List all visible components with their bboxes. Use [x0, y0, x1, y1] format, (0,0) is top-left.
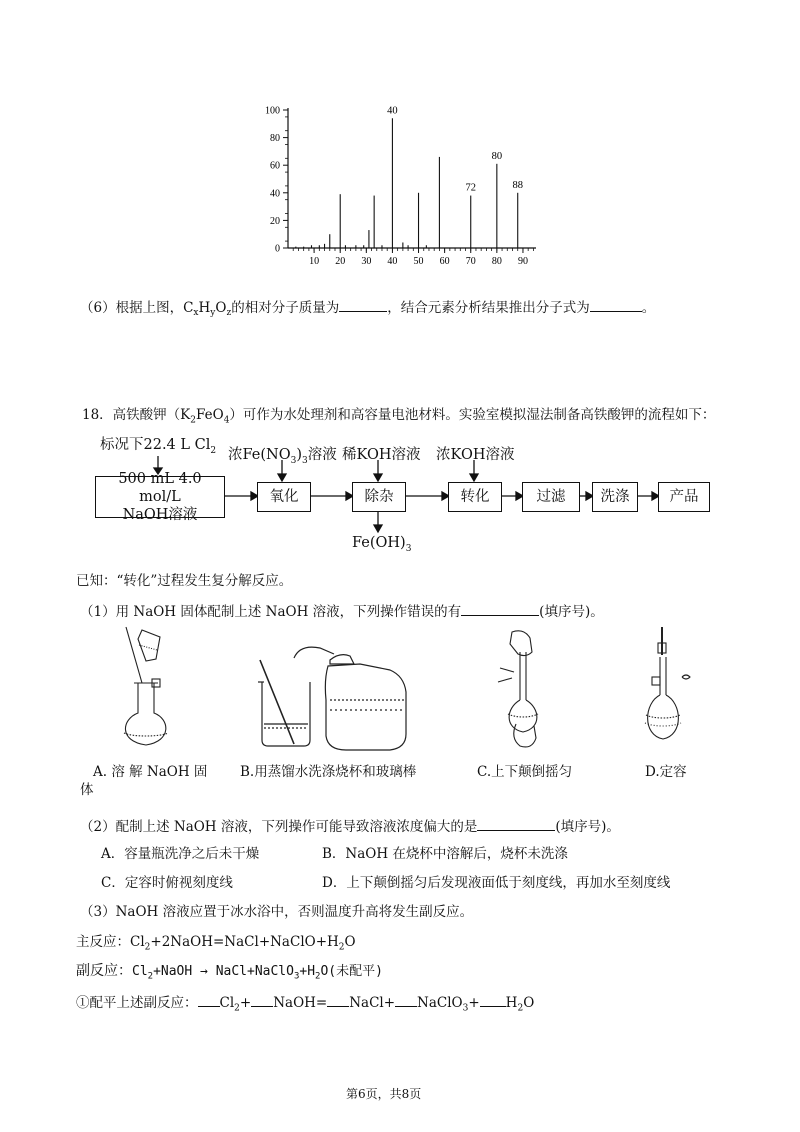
- x-tick-label: 20: [335, 256, 346, 267]
- flow-start-box: [95, 471, 225, 523]
- peak-label: 72: [465, 182, 476, 194]
- y-tick-label: 80: [270, 133, 280, 145]
- caption-b: B.用蒸馏水洗涤烧杯和玻璃棒: [240, 764, 417, 780]
- flow-byproduct-feoh3: $Fe(OH)_3$: [352, 535, 412, 554]
- y-tick-label: 0: [275, 243, 280, 255]
- flow-step-product: 产品: [658, 482, 710, 512]
- x-tick-label: 10: [309, 256, 320, 267]
- illustration-c-invert-shake: [490, 628, 555, 753]
- flow-step-conversion: 转化: [448, 482, 502, 512]
- coefficient-blank[interactable]: [395, 992, 417, 1007]
- main-reaction: 主反应：$Cl_2+2NaOH=NaCl+NaClO+H_2O$: [76, 934, 356, 953]
- coefficient-blank[interactable]: [198, 992, 220, 1007]
- x-tick-label: 50: [413, 256, 424, 267]
- caption-a-cont: 体: [80, 782, 94, 798]
- flow-reagent-conc-koh: 浓KOH溶液: [436, 447, 515, 463]
- question-1: （1）用 NaOH 固体配制上述 NaOH 溶液，下列操作错误的有 (填序号)。: [80, 601, 604, 621]
- x-tick-label: 80: [491, 256, 502, 267]
- question-2: （2）配制上述 NaOH 溶液，下列操作可能导致溶液浓度偏大的是 (填序号)。: [80, 816, 620, 836]
- illustration-d-make-up-volume: [636, 625, 696, 753]
- illustration-a-dissolve: [112, 625, 182, 750]
- balance-prompt: ①配平上述副反应： $Cl_2+$ NaOH= NaCl+ NaClO$_3$+ $H_2O$: [76, 992, 534, 1018]
- flow-step-purification: 除杂: [352, 482, 406, 512]
- question-18-intro: 18．高铁酸钾$(K_2FeO_4)$可作为水处理剂和高容量电池材料。实验室模拟湿法制备高铁酸钾的流程如下：: [82, 407, 716, 426]
- question-3: （3）NaOH 溶液应置于冰水浴中，否则温度升高将发生副反应。: [80, 904, 474, 920]
- illustration-b-wash-beaker: [250, 640, 420, 755]
- option-2d: D．上下颠倒摇匀后发现液面低于刻度线，再加水至刻度线: [322, 875, 671, 891]
- coefficient-blank[interactable]: [480, 992, 506, 1007]
- peak-label: 40: [387, 105, 398, 117]
- known-note: 已知：“转化”过程发生复分解反应。: [76, 573, 293, 589]
- y-tick-label: 60: [270, 160, 280, 172]
- x-tick-label: 70: [465, 256, 476, 267]
- x-tick-label: 30: [361, 256, 372, 267]
- page-footer: 第6页，共8页: [346, 1087, 422, 1101]
- answer-blank[interactable]: [477, 816, 555, 831]
- answer-blank[interactable]: [461, 601, 539, 616]
- question-6: （6）根据上图，$C_xH_yO_z$的相对分子质量为 ，结合元素分析结果推出分子式为 。: [80, 297, 655, 322]
- peak-label: 88: [512, 179, 523, 191]
- start-line-2: NaOH溶液: [122, 507, 198, 523]
- flow-cl2-label: 标况下22.4 L $Cl_2$: [100, 437, 217, 456]
- flow-step-oxidation: 氧化: [257, 482, 311, 512]
- start-line-1: 500 mL 4.0 mol/L: [118, 471, 202, 505]
- option-2b: B．NaOH 在烧杯中溶解后，烧杯未洗涤: [322, 846, 568, 862]
- option-2a: A．容量瓶洗净之后未干燥: [101, 846, 260, 862]
- flow-step-filtration: 过滤: [522, 482, 580, 512]
- y-tick-label: 100: [265, 105, 280, 117]
- y-tick-label: 20: [270, 215, 280, 227]
- x-tick-label: 90: [517, 256, 528, 267]
- coefficient-blank[interactable]: [327, 992, 349, 1007]
- caption-d: D.定容: [645, 764, 687, 780]
- x-tick-label: 40: [387, 256, 398, 267]
- option-2c: C．定容时俯视刻度线: [101, 875, 233, 891]
- x-tick-label: 60: [439, 256, 450, 267]
- peak-label: 80: [491, 150, 503, 162]
- caption-c: C.上下颠倒摇匀: [477, 764, 573, 780]
- flow-reagent-fe-nitrate: 浓$Fe(NO_3)_3$溶液: [228, 447, 337, 466]
- caption-a: A. 溶 解 NaOH 固: [93, 764, 208, 780]
- flow-reagent-dilute-koh: 稀KOH溶液: [342, 447, 421, 463]
- side-reaction: 副反应：$Cl_2+NaOH$ → $NaCl+NaClO_3+H_2O$(未配平): [76, 963, 383, 982]
- y-tick-label: 40: [270, 188, 280, 200]
- flow-step-washing: 洗涤: [592, 482, 638, 512]
- coefficient-blank[interactable]: [251, 992, 273, 1007]
